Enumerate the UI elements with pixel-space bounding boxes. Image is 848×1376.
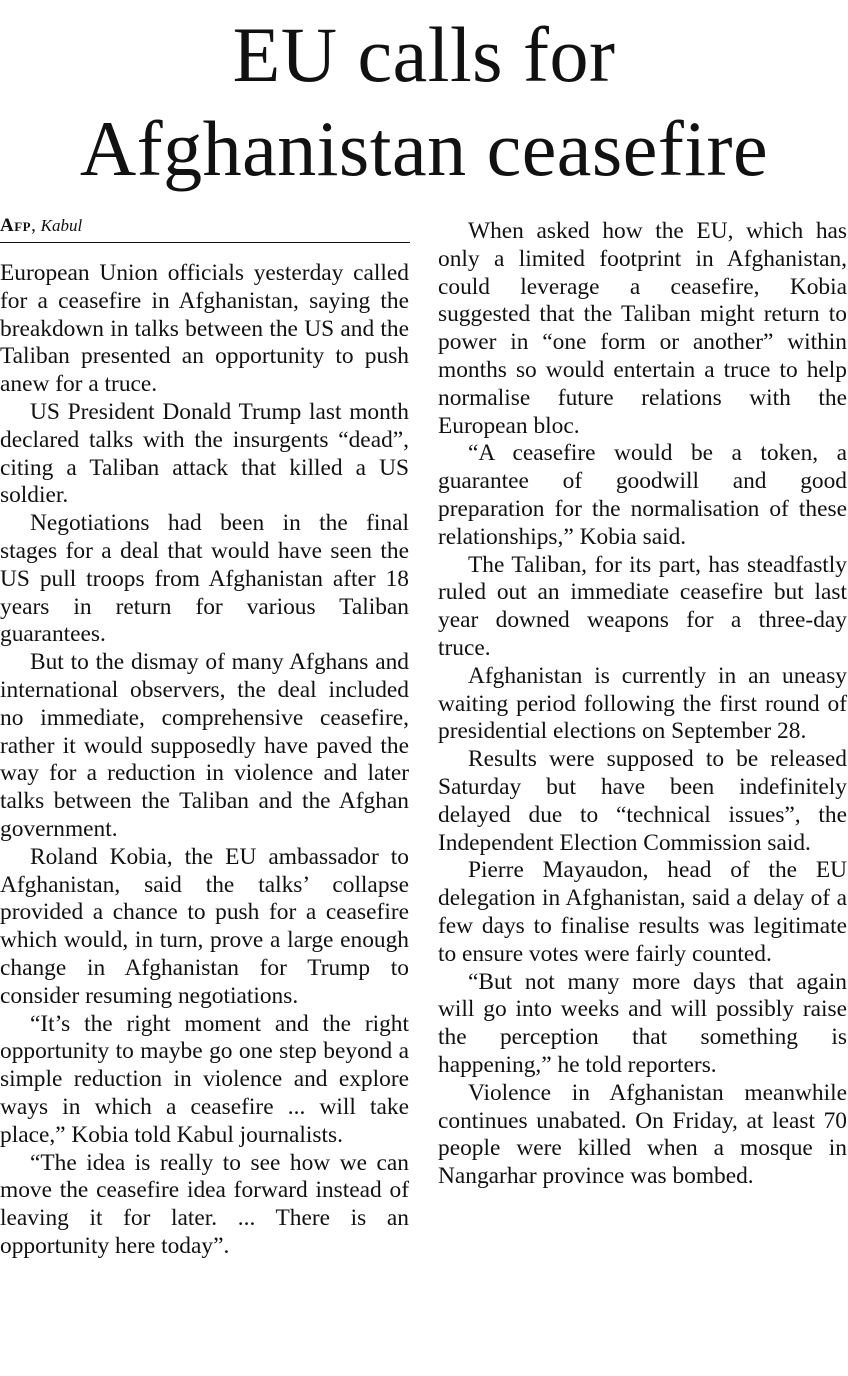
headline: [0, 8, 848, 196]
byline: [0, 212, 410, 243]
paragraph: When asked how the EU, which has only a limited footprint in Afghanistan, could leverage a ceasefire, Kobia suggested that the Taliban might return to power in “one form or another” within months so would entertain a truce to help normalise future relations with the European bloc.: [438, 218, 847, 439]
headline-line-1: EU calls for: [232, 11, 616, 98]
paragraph: “The idea is really to see how we can move the ceasefire idea forward instead of leaving it for later. ... There is an opportunity here today”.: [0, 1149, 409, 1259]
paragraph: US President Donald Trump last month declared talks with the insurgents “dead”, citing a Taliban attack that killed a US soldier.: [0, 398, 409, 509]
paragraph: Negotiations had been in the final stages for a deal that would have seen the US pull troops from Afghanistan after 18 years in return for various Taliban guarantees.: [0, 510, 409, 648]
paragraph: But to the dismay of many Afghans and international observers, the deal included no immediate, comprehensive ceasefire, rather it would supposedly have paved the way for a reduction in violence and later talks between the Taliban and the Afghan government.: [0, 649, 409, 842]
paragraph: Afghanistan is currently in an uneasy waiting period following the first round of presidential elections on September 28.: [438, 662, 847, 745]
headline-line-2: Afghanistan ceasefire: [79, 105, 769, 192]
paragraph: “It’s the right moment and the right opportunity to maybe go one step beyond a simple reduction in violence and explore ways in which a ceasefire ... will take place,” Kobia told Kabul journalists.: [0, 1010, 409, 1148]
byline-separator: ,: [31, 215, 36, 236]
paragraph: Violence in Afghanistan meanwhile continues unabated. On Friday, at least 70 people were killed when a mosque in Nangarhar province was bombed.: [438, 1079, 847, 1190]
paragraph: Results were supposed to be released Saturday but have been indefinitely delayed due to “technical issues”, the Independent Election Commission said.: [438, 746, 847, 856]
paragraph: The Taliban, for its part, has steadfastly ruled out an immediate ceasefire but last year downed weapons for a three-day truce.: [438, 551, 847, 661]
byline-location: Kabul: [40, 216, 83, 235]
paragraph: Pierre Mayaudon, head of the EU delegation in Afghanistan, said a delay of a few days to finalise results was legitimate to ensure votes were fairly counted.: [438, 857, 847, 967]
paragraph: Roland Kobia, the EU ambassador to Afghanistan, said the talks’ collapse provided a chance to push for a ceasefire which would, in turn, prove a large enough change in Afghanistan for Trump to consider resuming negotiations.: [0, 843, 409, 1009]
paragraph: European Union officials yesterday called for a ceasefire in Afghanistan, saying the breakdown in talks between the US and the Taliban presented an opportunity to push anew for a truce.: [0, 260, 409, 398]
paragraph: “A ceasefire would be a token, a guarantee of goodwill and good preparation for the normalisation of these relationships,” Kobia said.: [438, 440, 847, 550]
article-column-right: [438, 218, 847, 1191]
byline-agency: Afp: [0, 215, 32, 236]
article-column-left: [0, 260, 409, 1261]
paragraph: “But not many more days that again will go into weeks and will possibly raise the perception that something is happening,” he told reporters.: [438, 968, 847, 1078]
